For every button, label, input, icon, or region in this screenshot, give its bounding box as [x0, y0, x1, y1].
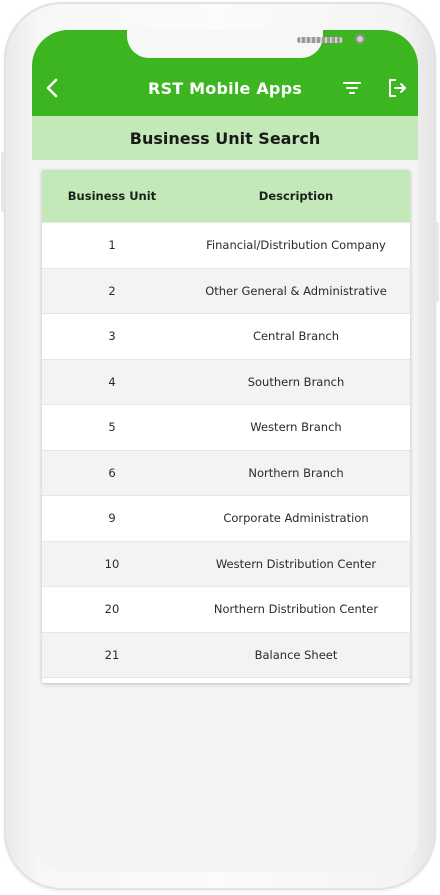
front-camera: [355, 34, 365, 44]
speaker-grille: [297, 37, 343, 43]
table-row[interactable]: [42, 404, 410, 450]
cell-business-unit: 5: [108, 420, 116, 435]
table-row[interactable]: [42, 268, 410, 314]
business-unit-table: [42, 170, 410, 683]
cell-business-unit: 2: [108, 283, 116, 298]
column-header-business-unit[interactable]: Business Unit: [67, 189, 157, 203]
cell-description: Northern Branch: [248, 465, 344, 480]
phone-notch: [127, 30, 323, 58]
logout-icon[interactable]: [386, 77, 408, 99]
cell-business-unit: 3: [108, 329, 116, 344]
table-header: [42, 170, 410, 222]
page-title-bar: [32, 116, 418, 160]
cell-description: Western Distribution Center: [215, 556, 377, 571]
cell-business-unit: 4: [108, 374, 116, 389]
table-row[interactable]: [42, 495, 410, 541]
app-screen: [32, 30, 418, 872]
phone-frame: [4, 2, 436, 890]
table-row[interactable]: [42, 359, 410, 405]
table-row[interactable]: [42, 632, 410, 678]
cell-description: Western Branch: [250, 420, 342, 435]
table-row[interactable]: [42, 541, 410, 587]
cell-business-unit: 20: [104, 602, 120, 617]
table-row[interactable]: [42, 313, 410, 359]
page-title: Business Unit Search: [129, 128, 321, 148]
cell-description: Southern Branch: [247, 374, 345, 389]
cell-business-unit: 6: [108, 465, 116, 480]
table-row[interactable]: [42, 586, 410, 632]
table-row[interactable]: [42, 450, 410, 496]
table-footer-spacer: [42, 677, 410, 683]
app-title: RST Mobile Apps: [148, 79, 302, 98]
cell-business-unit: 10: [104, 556, 120, 571]
cell-description: Northern Distribution Center: [213, 602, 379, 617]
volume-button: [1, 152, 5, 212]
cell-business-unit: 9: [108, 511, 116, 526]
power-button: [435, 222, 439, 302]
cell-description: Central Branch: [252, 329, 340, 344]
app-header: [32, 30, 418, 116]
column-header-description[interactable]: Description: [258, 189, 334, 203]
filter-icon[interactable]: [342, 79, 362, 97]
chevron-left-icon[interactable]: [42, 76, 64, 100]
cell-description: Corporate Administration: [223, 511, 369, 526]
table-body: [42, 222, 410, 677]
cell-description: Other General & Administrative: [205, 283, 387, 298]
table-row[interactable]: [42, 222, 410, 268]
cell-description: Financial/Distribution Company: [206, 238, 386, 253]
cell-business-unit: 1: [108, 238, 116, 253]
cell-business-unit: 21: [104, 647, 120, 662]
cell-description: Balance Sheet: [254, 647, 338, 662]
